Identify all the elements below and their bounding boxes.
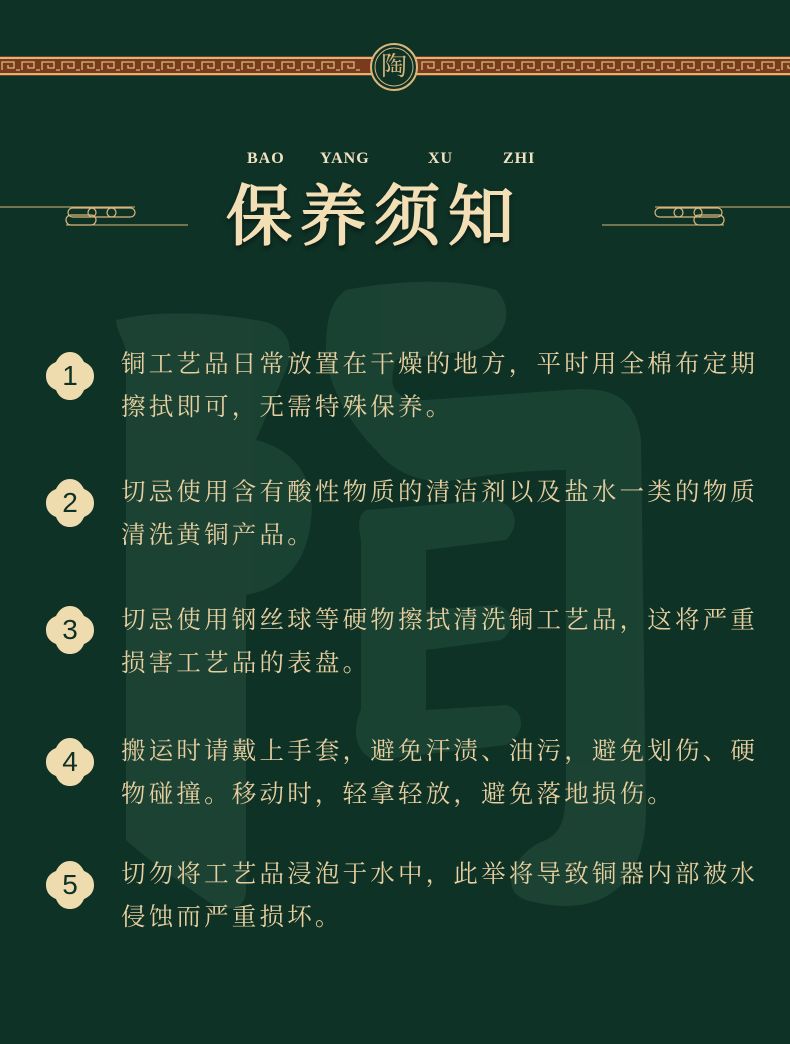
item-text: 切忌使用含有酸性物质的清洁剂以及盐水一类的物质清洗黄铜产品。 [121, 477, 759, 549]
item-text: 搬运时请戴上手套，避免汗渍、油污，避免划伤、硬物碰撞。移动时，轻拿轻放，避免落地损伤。 [121, 736, 759, 808]
number-badge [44, 859, 96, 911]
pinyin-bao: BAO [247, 150, 285, 167]
number-badge [44, 736, 96, 788]
item-number: 3 [62, 614, 78, 645]
item-number: 4 [62, 746, 78, 777]
list-item [0, 852, 790, 952]
title-ornament-right [600, 200, 790, 232]
title-ornament-left [0, 200, 190, 232]
item-number: 5 [62, 869, 78, 900]
list-item [0, 598, 790, 698]
item-text: 切忌使用钢丝球等硬物擦拭清洗铜工艺品，这将严重损害工艺品的表盘。 [121, 605, 759, 677]
list-item [0, 470, 790, 570]
seal-medallion [370, 43, 418, 91]
pinyin-xu: XU [428, 150, 454, 167]
list-item [0, 729, 790, 829]
item-text: 切勿将工艺品浸泡于水中，此举将导致铜器内部被水侵蚀而严重损坏。 [121, 859, 759, 931]
page-title: 保养须知 [226, 177, 522, 255]
seal-character: 陶 [380, 52, 407, 82]
pinyin-zhi: ZHI [503, 150, 536, 167]
number-badge [44, 604, 96, 656]
item-text: 铜工艺品日常放置在干燥的地方，平时用全棉布定期擦拭即可，无需特殊保养。 [121, 349, 759, 421]
item-number: 2 [62, 487, 78, 518]
number-badge [44, 477, 96, 529]
item-number: 1 [62, 360, 78, 391]
number-badge [44, 350, 96, 402]
list-item [0, 340, 790, 440]
pinyin-yang: YANG [320, 150, 370, 167]
